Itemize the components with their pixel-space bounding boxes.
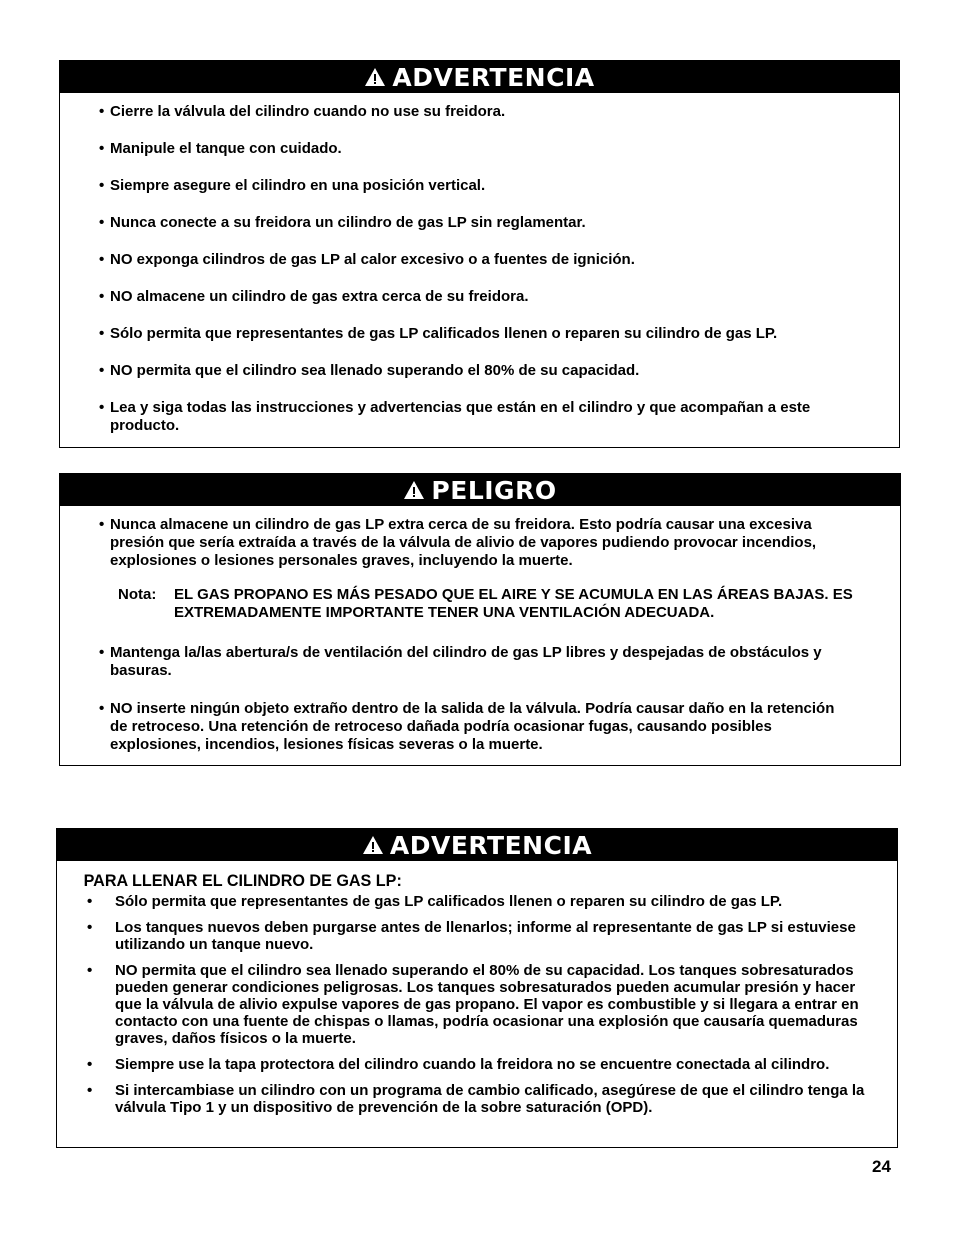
page-number: 24 (872, 1157, 891, 1176)
list-item: • NO inserte ningún objeto extraño dentro de la salida de la válvula. Podría causar daño en la retención de retroceso. Una retención de retroceso dañada podría ocasionar fugas, causando posibles explosiones, incendios, lesiones físicas severas o la muerte. (100, 700, 880, 754)
peligro-box (59, 473, 901, 766)
list-item: • Si intercambiase un cilindro con un programa de cambio calificado, asegúrese de que el cilindro tenga la válvula Tipo 1 y un dispositivo de prevención de la sobre saturación (OPD). (87, 1082, 877, 1116)
list-item: • Cierre la válvula del cilindro cuando no use su freidora. (100, 103, 879, 121)
list-item: • NO permita que el cilindro sea llenado superando el 80% de su capacidad. Los tanques sobresaturados pueden generar condiciones peligrosas. Los tanques sobresaturados pueden acumular presión y hacer que la válvula de alivio expulse vapores de gas propano. El vapor es combustible y si llegara a entrar en contacto con una fuente de chispas o llamas, podría ocasionar una explosión que causaría quemaduras graves, daños físicos o la muerte. (87, 962, 877, 1047)
warning-triangle-icon (362, 835, 384, 855)
advertencia-box-1 (59, 60, 900, 448)
peligro-note (60, 586, 900, 622)
advertencia-list-1 (60, 93, 899, 435)
list-item: • Sólo permita que representantes de gas LP calificados llenen o reparen su cilindro de gas LP. (100, 325, 879, 343)
peligro-title: PELIGRO (431, 475, 557, 505)
list-item: • Sólo permita que representantes de gas LP calificados llenen o reparen su cilindro de gas LP. (87, 893, 877, 910)
peligro-header (60, 474, 900, 506)
list-item: • Los tanques nuevos deben purgarse antes de llenarlos; informe al representante de gas LP si estuviese utilizando un tanque nuevo. (87, 919, 877, 953)
advertencia-header-1 (60, 61, 899, 93)
note-text: EL GAS PROPANO ES MÁS PESADO QUE EL AIRE Y SE ACUMULA EN LAS ÁREAS BAJAS. ES EXTREMADAMENTE IMPORTANTE TENER UNA VENTILACIÓN ADECUADA. (174, 586, 853, 621)
warning-triangle-icon (364, 67, 386, 87)
list-item: • Nunca almacene un cilindro de gas LP extra cerca de su freidora. Esto podría causar una excesiva presión que sería extraída a través de la válvula de alivio de vapores pudiendo provocar incendios, explosiones o lesiones personales graves, incluyendo la muerte. (100, 516, 880, 570)
note-label: Nota: (118, 586, 157, 603)
advertencia-title-1: ADVERTENCIA (392, 62, 595, 92)
peligro-list-2 (60, 644, 900, 754)
list-item: • Siempre asegure el cilindro en una posición vertical. (100, 177, 879, 195)
list-item: • Manipule el tanque con cuidado. (100, 140, 879, 158)
list-item: • Nunca conecte a su freidora un cilindro de gas LP sin reglamentar. (100, 214, 879, 232)
list-item: • Mantenga la/las abertura/s de ventilación del cilindro de gas LP libres y despejadas de obstáculos y basuras. (100, 644, 880, 680)
list-item: • Siempre use la tapa protectora del cilindro cuando la freidora no se encuentre conectada al cilindro. (87, 1056, 877, 1073)
advertencia-box-2 (56, 828, 898, 1148)
filling-heading: PARA LLENAR EL CILINDRO DE GAS LP: (83, 871, 402, 890)
list-item: • Lea y siga todas las instrucciones y advertencias que están en el cilindro y que acompañan a este producto. (100, 399, 879, 435)
advertencia-list-2 (57, 891, 897, 1116)
advertencia-title-2: ADVERTENCIA (389, 830, 593, 860)
list-item: • NO almacene un cilindro de gas extra cerca de su freidora. (100, 288, 879, 306)
warning-triangle-icon (403, 480, 425, 500)
advertencia-header-2 (57, 829, 897, 861)
peligro-list (60, 506, 900, 570)
list-item: • NO permita que el cilindro sea llenado superando el 80% de su capacidad. (100, 362, 879, 380)
list-item: • NO exponga cilindros de gas LP al calor excesivo o a fuentes de ignición. (100, 251, 879, 269)
